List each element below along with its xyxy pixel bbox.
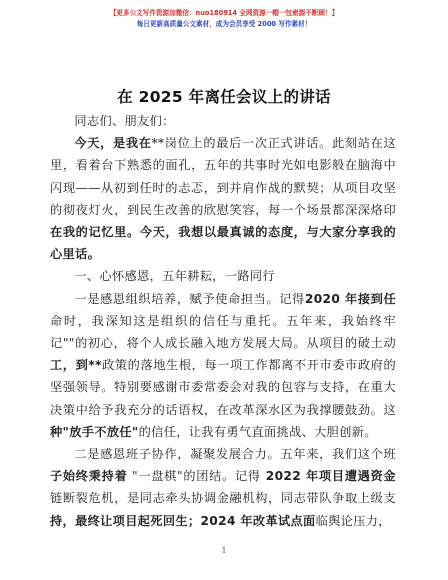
paragraph-gratitude-organization [50,288,396,443]
text-segment-bold: 2020 年接到任 [304,291,396,306]
promo-banner-line-1: 【更多公文写作资源加微信：nuo180914 全网资源一帽一包索源不断顾！】 [109,9,339,17]
document-body [50,110,396,532]
text-segment: 临舆论压力， [315,513,391,528]
text-segment: 一是感恩组织培养，赋予使命担当。记得 [74,291,305,306]
text-segment: 政策的落地生根，每一项工作都离不开市委市政府的坚强领导。特别要感谢市委常委会对我的包容与支持，在重大决策中给予我充分的话语权，在改革深水区为我撑腰鼓劲。这 [50,358,396,417]
paragraph-gratitude-team [50,443,396,532]
text-segment-bold: 工，到** [50,358,102,373]
text-segment-bold: 2022 年项目遭遇资金 [260,469,396,484]
promo-banner [0,8,448,30]
paragraph-opening-bold-start: 今天，是我在 [74,136,152,151]
text-segment-bold: 子始终秉持着 [50,469,128,484]
page-number: 1 [221,546,227,555]
greeting: 同志们、朋友们： [74,114,175,128]
text-segment: 的信任，让我有勇气直面挑战、大胆创新。 [138,424,377,439]
promo-banner-line-2: 每日更新高质量公文素材，成为会员享受 2000 写作素材！ [136,20,312,28]
section-heading-1: 一、心怀感恩，五年耕耘，一路同行 [74,269,275,284]
paragraph-opening-bold-end: 在我的记忆里。今天，我想以最真诚的态度，与大家分享我的心里话。 [50,225,396,262]
text-segment: 二是感恩班子协作，凝聚发展合力。五年来，我们这个班 [74,447,396,462]
document-title: 在 2025 年离任会议上的讲话 [117,88,331,106]
paragraph-opening [50,132,396,265]
text-segment: 链断裂危机，是同志牵头协调金融机构，同志带队争取上级支 [50,491,396,506]
paragraph-opening-body: **岗位上的最后一次正式讲话。此刻站在这里，看着台下熟悉的面孔，五年的共事时光如电影般在脑海中闪现——从初到任时的忐忑，到并肩作战的默契；从项目攻坚的彻夜灯火，到民生改善的欣慰笑容，每一个场景都深深烙印 [50,136,396,217]
text-segment: "一盘棋"的团结。记得 [127,469,261,484]
text-segment: 命时，我深知这是组织的信任与重托。五年来，我始终牢记""的初心，将个人成长融入地方发展大局。从项目的破土动 [50,313,396,351]
text-segment-bold: 种"放手不放任" [50,424,139,439]
text-segment-bold: 持，最终让项目起死回生；2024 年改革试点面 [50,513,316,528]
